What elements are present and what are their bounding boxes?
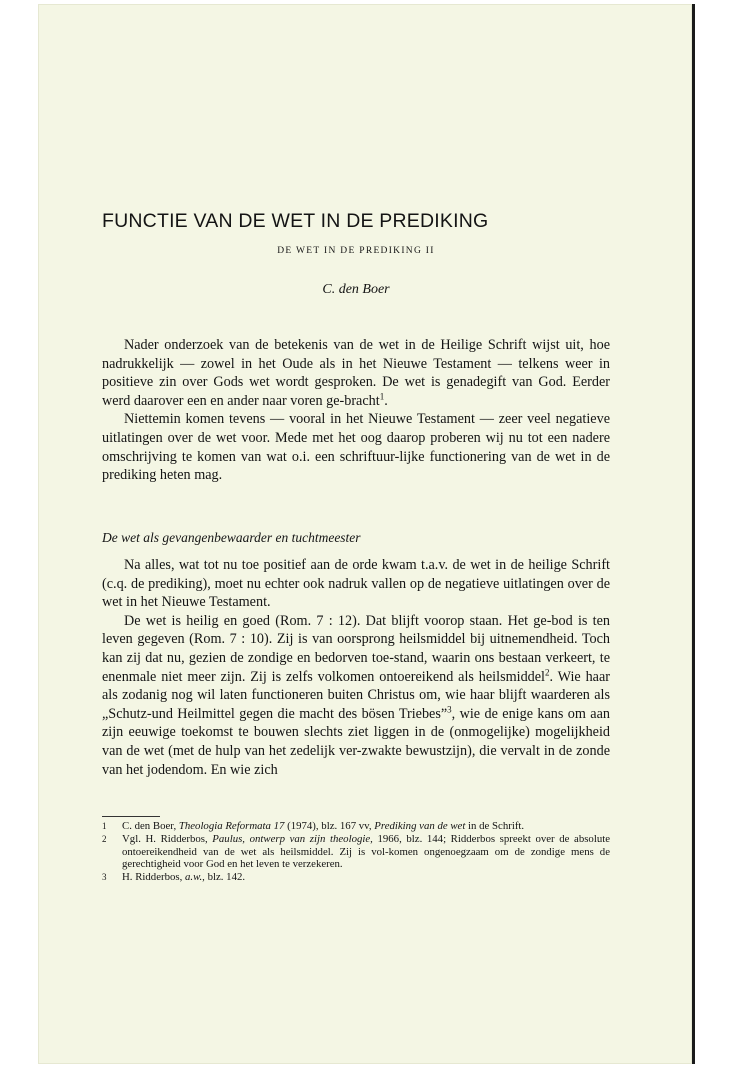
footnote-ref-1: 1 <box>379 391 385 402</box>
footnote-text: blz. 142. <box>204 871 246 884</box>
footnote-number: 1 <box>102 821 107 831</box>
footnotes <box>102 820 610 884</box>
footnote-2 <box>102 833 610 871</box>
footnote-3 <box>102 871 610 884</box>
intro-text <box>102 336 610 485</box>
footnote-italic: Theologia Reformata 17 <box>178 820 285 832</box>
footnote-number: 3 <box>102 872 107 883</box>
footnote-text: Vgl. H. Ridderbos, <box>122 833 213 846</box>
intro-paragraph-2: Niettemin komen tevens — vooral in het Nieuwe Testament — zeer veel negatieve uitlatingen over de wet voor. Mede met het oog daarop proberen wij nu tot een nadere omschrijving te komen van wat o.i. een schriftuur-lijke functionering van de wet in de prediking heten mag. <box>102 411 610 484</box>
footnote-italic: a.w., <box>184 871 205 884</box>
article-subtitle: DE WET IN DE PREDIKING II <box>277 246 435 256</box>
intro-p1-end: . <box>384 392 388 409</box>
section-p2-text-b: . Wie haar als zodanig nog wil laten functioneren buiten Christus om, wie haar blijft waarderen als „Schutz-und Heilmittel gegen die macht des bösen Triebes” <box>102 668 610 722</box>
section-heading: De wet als gevangenbewaarder en tuchtmeester <box>102 530 361 545</box>
article-author: C. den Boer <box>322 282 390 297</box>
footnote-text: in de Schrift. <box>465 820 525 832</box>
footnote-italic: Prediking van de wet <box>374 820 466 832</box>
footnote-ref-3: 3 <box>447 704 452 715</box>
footnote-ref-2: 2 <box>545 666 550 677</box>
footnote-1 <box>102 820 610 833</box>
section-paragraph-1: Na alles, wat tot nu toe positief aan de orde kwam t.a.v. de wet in de heilige Schrift (c.q. de prediking), moet nu echter ook nadruk vallen op de negatieve uitlatingen over de wet in het Nieuwe Testament. <box>102 557 610 611</box>
section-p2-text-a: De wet is heilig en goed (Rom. 7 : 12). Dat blijft voorop staan. Het ge-bod is ten leven gegeven (Rom. 7 : 10). Zij is van oorsprong heilsmiddel bij uitnemendheid. Toch kan zij dat nu, gezien de zondige en bedorven toe-stand, waarin ons bestaan verkeert, te enenmale niet meer zijn. Zij is zelfs volkomen ontoereikend als heilsmiddel <box>102 612 610 685</box>
footnote-divider <box>102 816 160 817</box>
footnote-text: 1966, blz. 144; Ridderbos spreekt over de absolute ontoereikendheid van de wet als heilsmiddel. Zij is vol-komen ongenoegzaam om de zondige mens de gerechtigheid voor God en het leven te verzekeren. <box>122 833 611 871</box>
intro-p1-text: Nader onderzoek van de betekenis van de wet in de Heilige Schrift wijst uit, hoe nadrukkelijk — zowel in het Oude als in het Nieuwe Testament — telkens weer in positieve zin over Gods wet wordt gesproken. De wet is genadegift van God. Eerder werd daarover een en ander naar voren ge-bracht <box>102 337 610 409</box>
section-paragraph-2 <box>102 612 610 779</box>
section-p2-text-c: , wie de enige kans om aan zijn eeuwige toekomst te bouwen slechts ziet liggen in de (onmogelijke) mogelijkheid van de wet (met de hulp van het zedelijk ver-zwakte bewustzijn), die vervalt in de zonde van het jodendom. En wie zich <box>102 705 610 778</box>
section-text <box>102 556 610 779</box>
footnote-text: H. Ridderbos, <box>122 871 185 884</box>
footnote-text: C. den Boer, <box>122 820 179 832</box>
article-title: FUNCTIE VAN DE WET IN DE PREDIKING <box>102 210 489 232</box>
page <box>38 4 695 1064</box>
footnote-number: 2 <box>102 834 107 845</box>
footnote-text: (1974), blz. 167 vv, <box>284 820 375 832</box>
footnote-italic: Paulus, ontwerp van zijn theologie, <box>212 833 373 846</box>
intro-paragraph-1 <box>102 336 610 410</box>
